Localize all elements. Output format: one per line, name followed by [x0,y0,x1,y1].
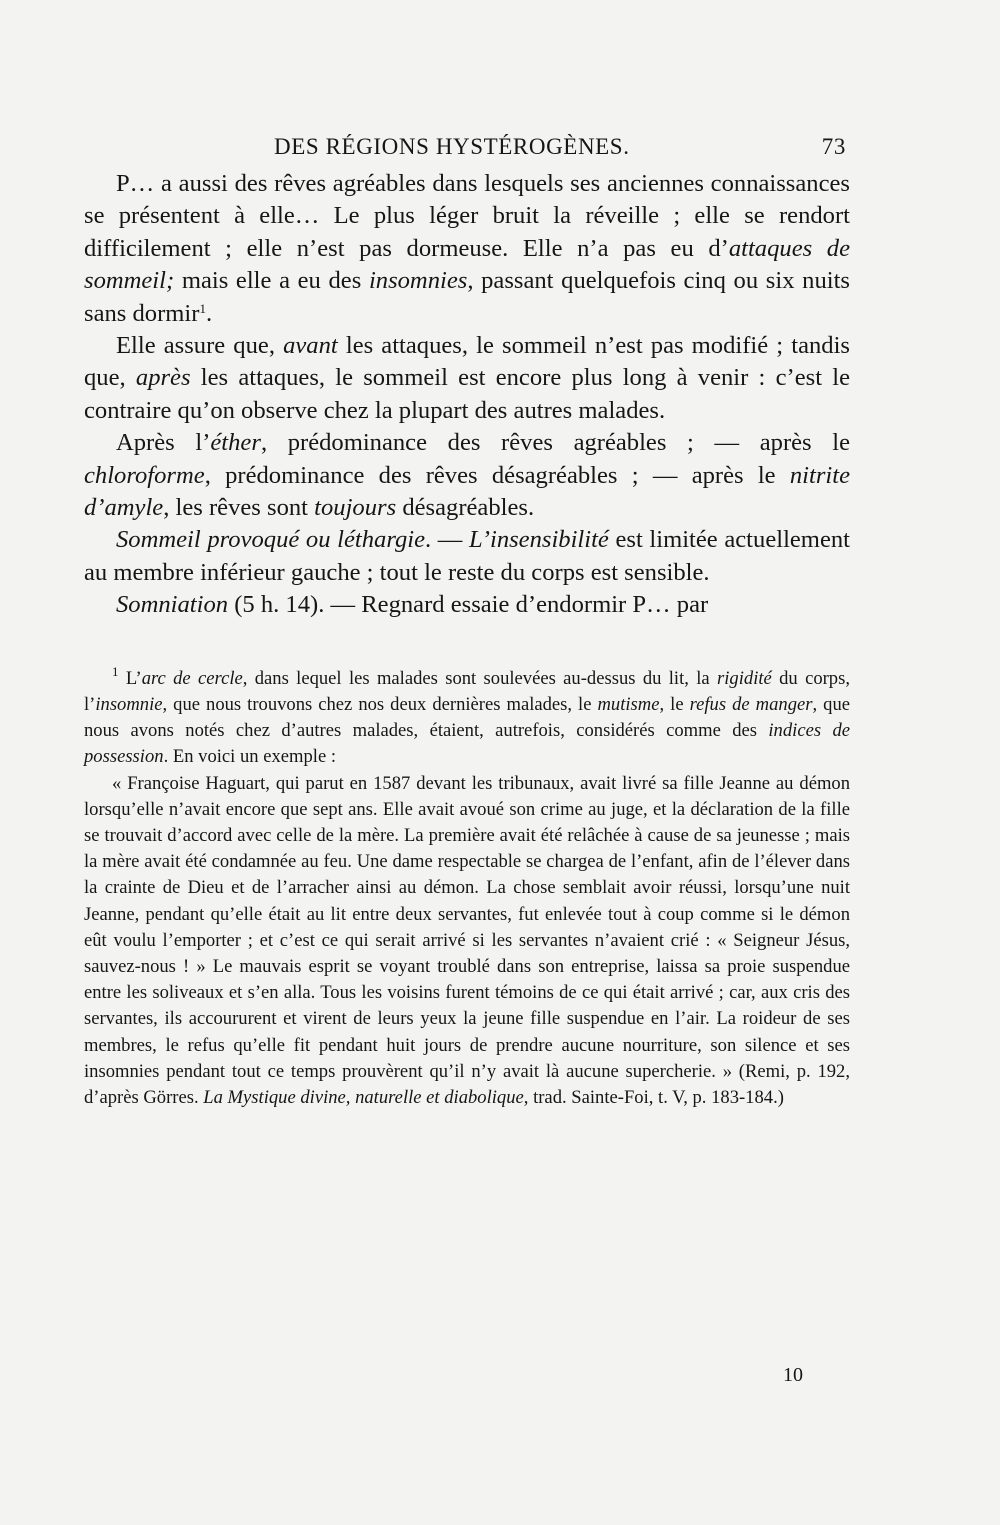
footnotes [84,663,850,1111]
paragraph-somniation: Somniation (5 h. 14). — Regnard essaie d’endormir P… par [116,591,709,619]
body-text [84,168,850,622]
paragraph-ether: Après l’éther, prédominance des rêves agréables ; — après le chloroforme, prédominance des rêves désagréables ; — après le nitrite d’amyle, les rêves sont toujours désagréables. [84,429,850,522]
signature-mark: 10 [783,1364,803,1386]
footnote-mark: 1 [112,663,119,679]
footnote-quotation: « Françoise Haguart, qui parut en 1587 devant les tribunaux, avait livré sa fille Jeanne au démon lorsqu’elle n’avait encore que sept ans. Elle avait avoué son crime au juge, et la déclaration de la fille se trouvait d’accord avec celle de la mère. La première avait été relâchée à cause de sa jeunesse ; mais la mère avait été condamnée au feu. Une dame respectable se chargea de l’enfant, afin de l’élever dans la crainte de Dieu et de l’arracher ainsi au démon. La chose semblait avoir réussi, lorsqu’une nuit Jeanne, pendant qu’elle était au lit entre deux servantes, fut enlevée tout à coup comme si le démon eût voulu l’emporter ; et c’est ce qui serait arrivé si les servantes n’avaient crié : « Seigneur Jésus, sauvez-nous ! » Le mauvais esprit se voyant troublé dans son entreprise, laissa sa proie suspendue entre les soliveaux et s’en alla. Tous les voisins furent témoins de ce qui était arrivé ; car, aux cris des servantes, ils accoururent et virent de leurs yeux la jeune fille suspendue en l’air. La roideur de ses membres, le refus qu’elle fit pendant huit jours de prendre aucune nourriture, son silence et ses insomnies pendant tout ce temps prouvèrent qu’il n’y avait là aucune supercherie. » (Remi, p. 192, d’après Görres. La Mystique divine, naturelle et diabolique, trad. Sainte-Foi, t. V, p. 183-184.) [84,772,850,1108]
paragraph-lethargy: Sommeil provoqué ou léthargie. — L’insensibilité est limitée actuellement au membre inférieur gauche ; tout le reste du corps est sensible. [84,526,850,586]
running-title: DES RÉGIONS HYSTÉROGÈNES. [274,134,630,159]
paragraph-dreams: P… a aussi des rêves agréables dans lesquels ses anciennes connaissances se présentent à elle… Le plus léger bruit la réveille ; elle se rendort difficilement ; elle n’est pas dormeuse. Elle n’a pas eu d’attaques de sommeil; mais elle a eu des insomnies, passant quelquefois cinq ou six nuits sans dormir$^1$. [84,170,851,327]
page-number: 73 [821,134,846,159]
running-head [84,128,850,168]
footnote-1: $^1$ L’arc de cercle, dans lequel les malades sont soulevées au-dessus du lit, la rigidité du corps, l’insomnie, que nous trouvons chez nos deux dernières malades, le mutisme, le refus de manger, que nous avons notés chez d’autres malades, étaient, autrefois, considérés comme des indices de possession. En voici un exemple : [84,663,850,768]
footnote-reference: 1 [199,300,206,316]
page [84,128,850,1111]
paragraph-attacks: Elle assure que, avant les attaques, le sommeil n’est pas modifié ; tandis que, après les attaques, le sommeil est encore plus long à venir : c’est le contraire qu’on observe chez la plupart des autres malades. [84,332,850,424]
